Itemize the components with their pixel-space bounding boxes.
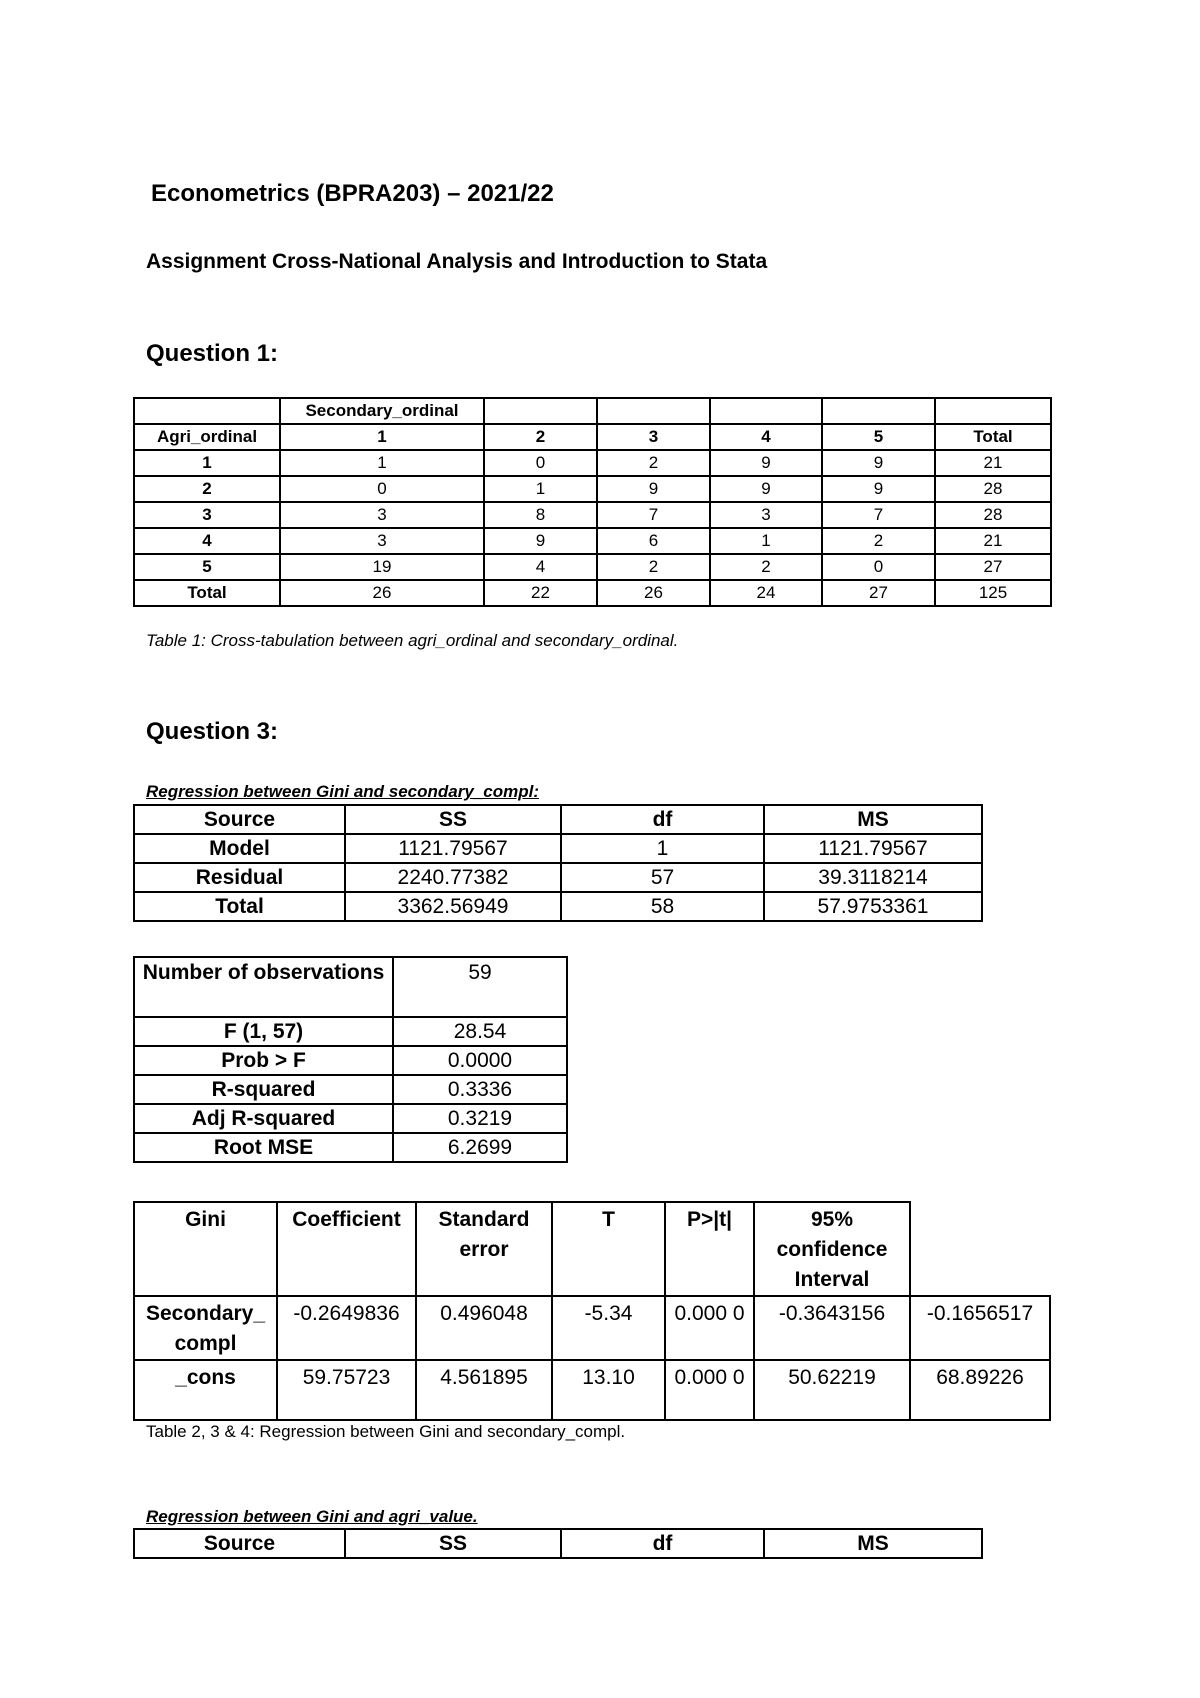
- column-header: 1: [280, 424, 484, 450]
- table-cell: 2: [822, 528, 935, 554]
- table-cell: 50.62219: [754, 1360, 910, 1420]
- question-1-heading: Question 1:: [146, 340, 279, 367]
- regression-2-label: Regression between Gini and agri_value.: [146, 1507, 478, 1526]
- table-row: [134, 1046, 567, 1075]
- row-label: 5: [134, 554, 280, 580]
- row-label: Root MSE: [134, 1133, 393, 1162]
- table-cell: 0.000 0: [665, 1360, 754, 1420]
- table-cell: 26: [597, 580, 710, 606]
- table-cell: 68.89226: [910, 1360, 1050, 1420]
- column-header: df: [561, 805, 764, 834]
- column-header: 5: [822, 424, 935, 450]
- table-header-row: [134, 1202, 1050, 1296]
- table-cell: 21: [935, 450, 1051, 476]
- table-cell: 3362.56949: [345, 892, 561, 921]
- row-label: Total: [134, 892, 345, 921]
- table-cell: 9: [822, 476, 935, 502]
- table-cell: 59.75723: [277, 1360, 416, 1420]
- row-label: 2: [134, 476, 280, 502]
- table-cell: [935, 398, 1051, 424]
- row-label: 4: [134, 528, 280, 554]
- column-header: 3: [597, 424, 710, 450]
- table-cell: 2: [710, 554, 822, 580]
- row-label: F (1, 57): [134, 1017, 393, 1046]
- table-cell: 0: [484, 450, 597, 476]
- table-cell: 1121.79567: [764, 834, 982, 863]
- column-header: P>|t|: [665, 1202, 754, 1296]
- table-row: [134, 1104, 567, 1133]
- row-label: Model: [134, 834, 345, 863]
- table-row: [134, 580, 1051, 606]
- table-cell: 0: [822, 554, 935, 580]
- table-header-row: [134, 805, 982, 834]
- table-cell: 19: [280, 554, 484, 580]
- table-cell: [822, 398, 935, 424]
- table-cell: [910, 1202, 1050, 1296]
- table-header-row: [134, 424, 1051, 450]
- table-cell: 0.3219: [393, 1104, 567, 1133]
- table-row: [134, 476, 1051, 502]
- column-header: Source: [134, 1529, 345, 1558]
- table-cell: 4.561895: [416, 1360, 552, 1420]
- table-cell: 59: [393, 957, 567, 1017]
- column-header: 2: [484, 424, 597, 450]
- tables-2-4-caption: Table 2, 3 & 4: Regression between Gini and secondary_compl.: [146, 1422, 626, 1441]
- table-row: [134, 834, 982, 863]
- row-label: R-squared: [134, 1075, 393, 1104]
- table-cell: -5.34: [552, 1296, 665, 1360]
- table-cell: [597, 398, 710, 424]
- column-header: T: [552, 1202, 665, 1296]
- column-header: MS: [764, 805, 982, 834]
- column-header: 4: [710, 424, 822, 450]
- table-cell: 7: [822, 502, 935, 528]
- table-1-caption: Table 1: Cross-tabulation between agri_ordinal and secondary_ordinal.: [146, 631, 679, 650]
- table-cell: 26: [280, 580, 484, 606]
- regression-1-label: Regression between Gini and secondary_compl:: [146, 782, 539, 801]
- table-cell: 0.3336: [393, 1075, 567, 1104]
- table-cell: 9: [822, 450, 935, 476]
- table-cell: 2: [597, 554, 710, 580]
- column-variable-header: Secondary_ordinal: [280, 398, 484, 424]
- row-label: Prob > F: [134, 1046, 393, 1075]
- table-cell: 9: [710, 450, 822, 476]
- table-cell: 58: [561, 892, 764, 921]
- table-cell: [134, 398, 280, 424]
- table-cell: 9: [597, 476, 710, 502]
- table-cell: 39.3118214: [764, 863, 982, 892]
- question-3-heading: Question 3:: [146, 718, 279, 745]
- crosstab-table: [133, 397, 1052, 607]
- table-row: [134, 554, 1051, 580]
- fit-statistics-table: [133, 956, 568, 1163]
- column-header: SS: [345, 805, 561, 834]
- table-row: [134, 892, 982, 921]
- table-row: [134, 1017, 567, 1046]
- table-cell: 7: [597, 502, 710, 528]
- table-cell: 1: [280, 450, 484, 476]
- table-cell: 6: [597, 528, 710, 554]
- table-cell: 21: [935, 528, 1051, 554]
- table-cell: 27: [822, 580, 935, 606]
- table-cell: [484, 398, 597, 424]
- row-label: Number of observations: [134, 957, 393, 1017]
- table-row: [134, 1360, 1050, 1420]
- table-row: [134, 450, 1051, 476]
- table-row: [134, 1075, 567, 1104]
- row-label: Total: [134, 580, 280, 606]
- column-header: df: [561, 1529, 764, 1558]
- table-cell: 0: [280, 476, 484, 502]
- table-cell: [710, 398, 822, 424]
- table-cell: 0.0000: [393, 1046, 567, 1075]
- row-label: 3: [134, 502, 280, 528]
- row-label: Residual: [134, 863, 345, 892]
- table-cell: 2: [597, 450, 710, 476]
- column-header: Gini: [134, 1202, 277, 1296]
- table-row: [134, 1133, 567, 1162]
- table-cell: 0.000 0: [665, 1296, 754, 1360]
- table-cell: 27: [935, 554, 1051, 580]
- table-cell: 28: [935, 476, 1051, 502]
- column-header: Standard error: [416, 1202, 552, 1296]
- table-cell: 1: [484, 476, 597, 502]
- document-subtitle: Assignment Cross-National Analysis and Introduction to Stata: [146, 250, 768, 273]
- table-cell: 57: [561, 863, 764, 892]
- table-row: [134, 502, 1051, 528]
- table-cell: 9: [484, 528, 597, 554]
- row-label: Secondary_ compl: [134, 1296, 277, 1360]
- column-header: MS: [764, 1529, 982, 1558]
- table-cell: -0.2649836: [277, 1296, 416, 1360]
- anova-table: [133, 804, 983, 922]
- table-cell: 0.496048: [416, 1296, 552, 1360]
- anova-table-2: [133, 1528, 983, 1559]
- table-cell: 8: [484, 502, 597, 528]
- table-cell: 1121.79567: [345, 834, 561, 863]
- table-cell: -0.3643156: [754, 1296, 910, 1360]
- column-header: Total: [935, 424, 1051, 450]
- table-cell: 6.2699: [393, 1133, 567, 1162]
- table-row: [134, 1296, 1050, 1360]
- table-cell: 3: [280, 502, 484, 528]
- table-cell: 28: [935, 502, 1051, 528]
- table-row: [134, 398, 1051, 424]
- row-label: 1: [134, 450, 280, 476]
- column-header: SS: [345, 1529, 561, 1558]
- table-cell: 1: [561, 834, 764, 863]
- table-cell: -0.1656517: [910, 1296, 1050, 1360]
- table-row: [134, 957, 567, 1017]
- column-header: Coefficient: [277, 1202, 416, 1296]
- row-label: Adj R-squared: [134, 1104, 393, 1133]
- table-cell: 57.9753361: [764, 892, 982, 921]
- table-header-row: [134, 1529, 982, 1558]
- table-cell: 28.54: [393, 1017, 567, 1046]
- table-cell: 9: [710, 476, 822, 502]
- row-label: _cons: [134, 1360, 277, 1420]
- table-cell: 22: [484, 580, 597, 606]
- table-cell: 2240.77382: [345, 863, 561, 892]
- table-cell: 1: [710, 528, 822, 554]
- table-row: [134, 528, 1051, 554]
- table-cell: 24: [710, 580, 822, 606]
- table-cell: 3: [710, 502, 822, 528]
- table-cell: 4: [484, 554, 597, 580]
- table-cell: 125: [935, 580, 1051, 606]
- table-row: [134, 863, 982, 892]
- row-variable-header: Agri_ordinal: [134, 424, 280, 450]
- column-header: Source: [134, 805, 345, 834]
- column-header: 95% confidence Interval: [754, 1202, 910, 1296]
- table-cell: 3: [280, 528, 484, 554]
- document-title: Econometrics (BPRA203) – 2021/22: [151, 180, 554, 207]
- table-cell: 13.10: [552, 1360, 665, 1420]
- coefficients-table: [133, 1201, 1051, 1421]
